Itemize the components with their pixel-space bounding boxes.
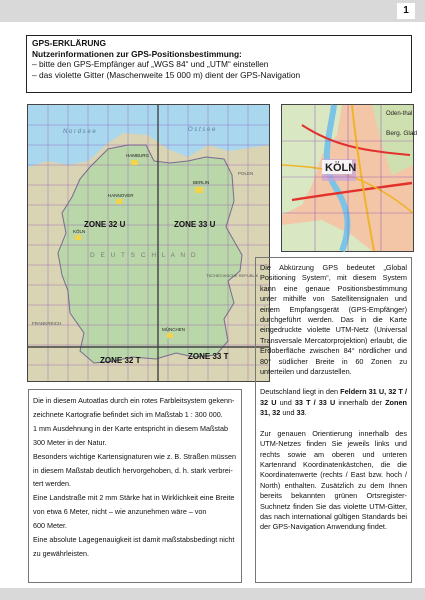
- germany-utm-map-svg: [28, 105, 269, 381]
- koeln-detail-map: [281, 104, 418, 252]
- label-zone-32u: ZONE 32 U: [84, 220, 126, 229]
- info-line-2: zeichnete Kartografie befindet sich im Maßstab 1 : 300 000.: [33, 409, 223, 419]
- label-tschechien: TSCHECHISCHE REPUBLIK: [206, 273, 259, 278]
- orientation-paragraph: Zur genauen Orientierung innerhalb des UTM-Netzes finden Sie jeweils links und rechts sowie am oberen und unteren Kartenrand Koordinatenkästchen, die die Koordinatenwerte (rechts / East bzw. hoch / North) enthalten. Zusätzlich zu dem Ihnen bereits bekannten grünen Ortsregister-Suchnetz finden Sie das violette UTM-Gitter, das nach international gültigen Standards bei der GPS-Navigation Anwendung findet.: [260, 428, 407, 532]
- label-berg-gladbach: Berg. Glad: [386, 130, 418, 137]
- label-ostsee: O s t s e e: [188, 127, 216, 133]
- city-marker-hannover: [116, 199, 122, 204]
- info-line-4: 300 Meter in der Natur.: [33, 437, 107, 447]
- label-hannover: HANNOVER: [108, 193, 134, 198]
- gps-explanation-box: [26, 35, 412, 93]
- label-zone-33t: ZONE 33 T: [188, 352, 229, 361]
- label-odenthal: Oden-thal: [386, 111, 413, 117]
- label-polen: POLEN: [238, 171, 254, 176]
- label-deutschland: D E U T S C H L A N D: [90, 252, 198, 259]
- city-marker-muenchen: [167, 333, 173, 338]
- germany-utm-map: [27, 104, 270, 382]
- info-line-8: Eine Landstraße mit 2 mm Stärke hat in Wirklichkeit eine Breite: [33, 493, 235, 503]
- label-muenchen: MÜNCHEN: [162, 327, 185, 332]
- info-line-12: zu gewährleisten.: [33, 548, 89, 558]
- label-berlin: BERLIN: [193, 180, 210, 185]
- gps-subtitle: Nutzerinformationen zur GPS-Positionsbestimmung:: [32, 48, 242, 59]
- info-line-7: tert werden.: [33, 479, 71, 489]
- gps-description-box: [255, 257, 412, 583]
- footer-strip: [0, 588, 425, 600]
- info-line-11: Eine absolute Lagegenauigkeit ist damit maßstabsbedingt nicht: [33, 535, 235, 545]
- gps-title: GPS-ERKLÄRUNG: [32, 38, 106, 48]
- label-zone-33u: ZONE 33 U: [174, 220, 216, 229]
- info-line-5: Besonders wichtige Kartensignaturen wie z. B. Straßen müssen: [33, 451, 236, 461]
- city-marker-koeln: [75, 235, 81, 240]
- label-hamburg: HAMBURG: [126, 153, 150, 158]
- scale-info-box: [28, 389, 242, 583]
- label-koeln-detail: KÖLN: [325, 162, 357, 174]
- city-marker-hamburg: [131, 160, 138, 165]
- gps-definition-paragraph: Die Abkürzung GPS bedeutet „Global Positioning System“, mit diesem System kann eine genaue Positionsbestimmung unter mithilfe von Satellitensignalen und einem Empfangsgerät (GPS-Empfänger) durchgeführt werden. Das in die Karte eingedruckte violette UTM-Netz (Universal Transversale Mercatorprojektion) erlaubt, die Erdoberfläche zwischen 84° nördlicher und 80° südlicher Breite in 60 Zonen zu unterteilen und darzustellen.: [260, 263, 407, 377]
- info-line-10: 600 Meter.: [33, 521, 67, 531]
- germany-fields-paragraph: Deutschland liegt in den Feldern 31 U, 32 T / 32 U und 33 T / 33 U innerhalb der Zonen 31, 32 und 33.: [260, 387, 407, 418]
- info-line-9: von etwa 6 Meter, nicht – wie anzunehmen wäre – von: [33, 507, 207, 517]
- label-nordsee: N o r d s e e: [63, 129, 96, 135]
- info-line-6: in diesem Maßstab deutlich hervorgehoben, d. h. stark verbrei-: [33, 465, 233, 475]
- header-strip: [0, 0, 425, 22]
- city-marker-berlin: [195, 187, 203, 193]
- label-frankreich: FRANKREICH: [32, 321, 62, 326]
- koeln-detail-map-svg: [282, 105, 418, 251]
- gps-bullet-wgs84: – bitte den GPS-Empfänger auf „WGS 84“ und „UTM“ einstellen: [32, 59, 269, 70]
- label-zone-32t: ZONE 32 T: [100, 356, 141, 365]
- page-number: 1: [397, 3, 415, 19]
- gps-bullet-grid: – das violette Gitter (Maschenweite 15 000 m) dient der GPS-Navigation: [32, 69, 301, 80]
- info-line-1: Die in diesem Autoatlas durch ein rotes Farbleitsystem gekenn-: [33, 396, 235, 405]
- label-koeln: KÖLN: [73, 229, 86, 234]
- info-line-3: 1 mm Ausdehnung in der Karte entspricht in diesem Maßstab: [33, 423, 228, 433]
